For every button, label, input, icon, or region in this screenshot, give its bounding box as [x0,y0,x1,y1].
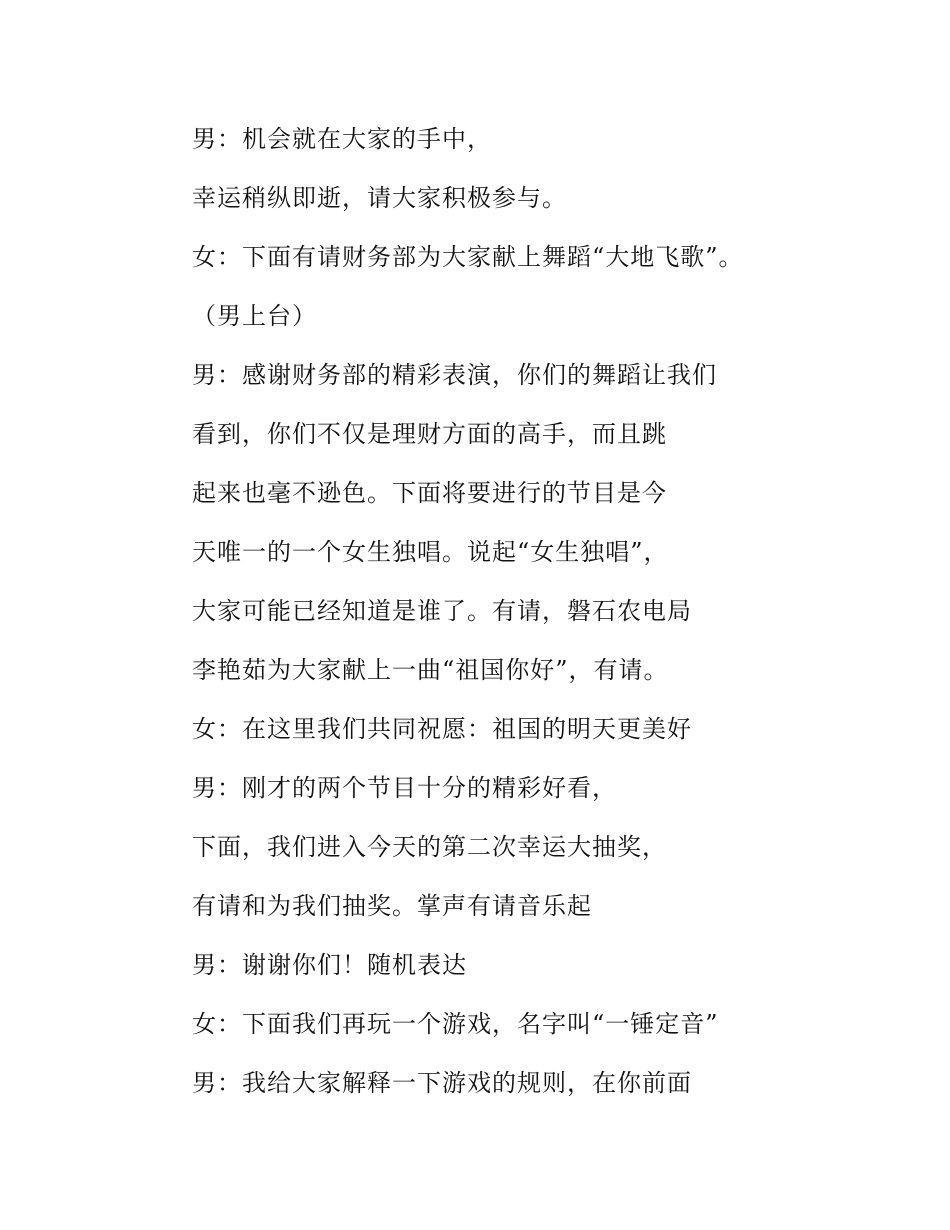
text-line: （男上台） [192,302,317,330]
text-line: 女：在这里我们共同祝愿：祖国的明天更美好 [192,715,692,743]
text-line: 幸运稍纵即逝，请大家积极参与。 [192,184,567,212]
text-line: 大家可能已经知道是谁了。有请，磐石农电局 [192,597,692,625]
text-line: 天唯一的一个女生独唱。说起“女生独唱”， [192,538,669,566]
text-line: 看到，你们不仅是理财方面的高手，而且跳 [192,420,667,448]
text-line: 男：我给大家解释一下游戏的规则，在你前面 [192,1069,692,1097]
text-line: 女：下面我们再玩一个游戏，名字叫“一锤定音” [192,1010,719,1038]
text-line: 起来也毫不逊色。下面将要进行的节目是今 [192,479,667,507]
text-line: 男：谢谢你们！随机表达 [192,951,467,979]
text-line: 下面，我们进入今天的第二次幸运大抽奖， [192,833,667,861]
text-line: 女：下面有请财务部为大家献上舞蹈“大地飞歌”。 [192,243,744,271]
text-line: 男：刚才的两个节目十分的精彩好看， [192,774,617,802]
text-line: 李艳茹为大家献上一曲“祖国你好”，有请。 [192,656,669,684]
text-line: 男：感谢财务部的精彩表演，你们的舞蹈让我们 [192,361,717,389]
text-line: 男：机会就在大家的手中， [192,125,492,153]
text-line: 有请和为我们抽奖。掌声有请音乐起 [192,892,592,920]
script-text [192,117,892,1120]
